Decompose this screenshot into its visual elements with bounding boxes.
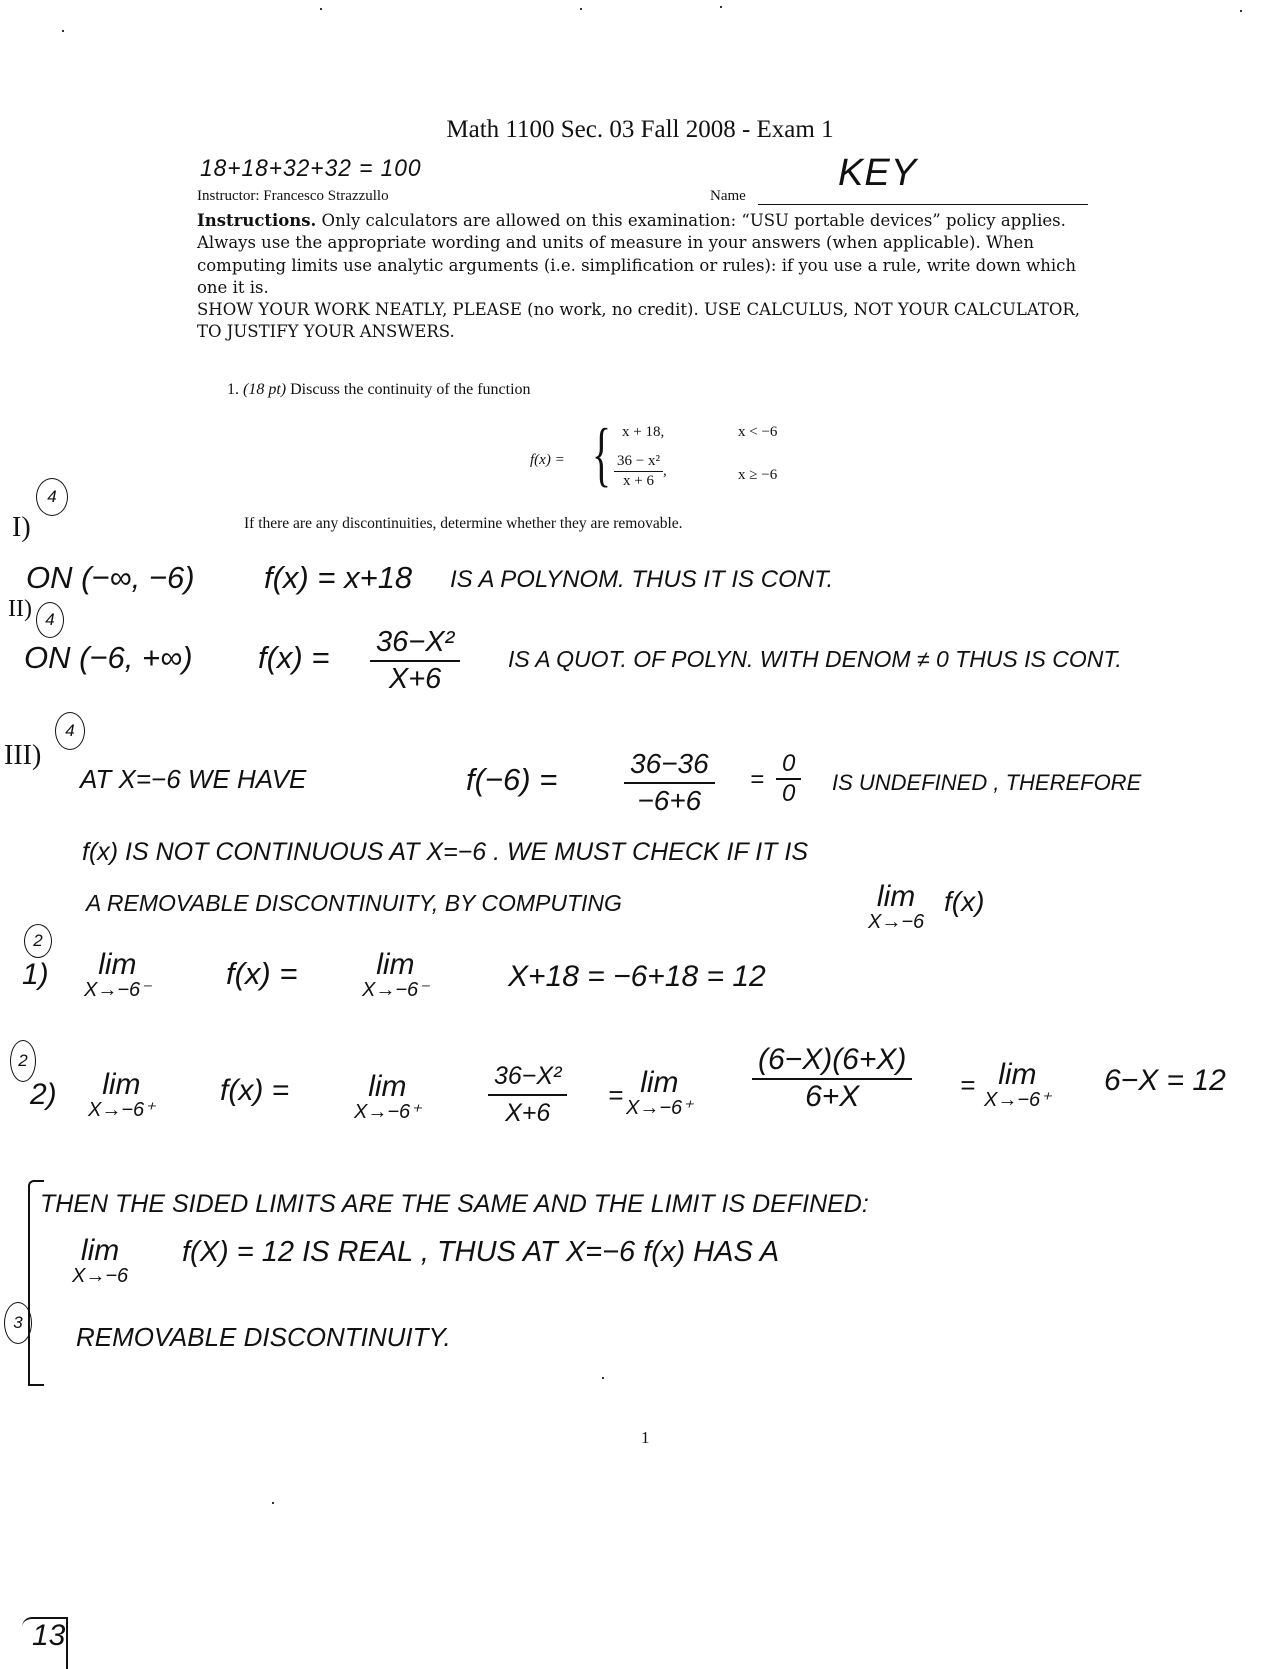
case1-condition: x < −6 bbox=[738, 424, 778, 440]
function-label: f(x) = bbox=[530, 452, 565, 468]
limit-subscript: X→−6⁻ bbox=[84, 979, 151, 1001]
left-limit-fx: f(x) = bbox=[226, 956, 298, 991]
left-limit-lim1 bbox=[84, 950, 151, 1000]
name-underline bbox=[758, 204, 1088, 205]
case2-numerator: 36 − x² bbox=[614, 452, 663, 472]
exam-title: Math 1100 Sec. 03 Fall 2008 - Exam 1 bbox=[446, 116, 834, 143]
limit-symbol: lim bbox=[876, 880, 916, 913]
scan-speck bbox=[580, 8, 582, 10]
right-limit-lim3 bbox=[626, 1068, 693, 1118]
instructions-text: Only calculators are allowed on this examination: “USU portable devices” policy applies. Always use the appropriate wording and units of measure in your answers (when applicable). When computing limits use analytic arguments (i.e. simplification or rules): if you use a rule, write down which one it is. bbox=[197, 211, 1077, 297]
scan-speck bbox=[320, 8, 322, 10]
right-limit-eq2: = bbox=[960, 1070, 976, 1100]
limit-subscript: X→−6⁺ bbox=[354, 1101, 421, 1123]
conclusion-line1: THEN THE SIDED LIMITS ARE THE SAME AND THE LIMIT IS DEFINED: bbox=[40, 1190, 869, 1218]
instructions-lead: Instructions. bbox=[197, 211, 317, 230]
question-followup: If there are any discontinuities, determine whether they are removable. bbox=[244, 515, 683, 532]
roman-numeral-part2: II) bbox=[8, 596, 32, 622]
name-label: Name bbox=[710, 188, 746, 204]
instructions-block bbox=[197, 210, 1092, 344]
handwritten-score-sum: 18+18+32+32 = 100 bbox=[200, 155, 422, 182]
fraction2-denominator: 6+X bbox=[805, 1080, 860, 1113]
part3-zero-over-zero bbox=[776, 750, 801, 808]
part3-f-of-minus6: f(−6) = bbox=[466, 762, 558, 797]
score-circle-conclusion: 3 bbox=[4, 1302, 32, 1344]
limit-symbol: lim bbox=[102, 1068, 141, 1101]
instructions-caps: SHOW YOUR WORK NEATLY, PLEASE (no work, no credit). USE CALCULUS, NOT YOUR CALCULATOR, TO JUSTIFY YOUR ANSWERS. bbox=[197, 300, 1081, 342]
question-1-prompt bbox=[227, 381, 531, 399]
roman-numeral-part3: III) bbox=[4, 740, 42, 771]
left-limit-label: 1) bbox=[22, 958, 49, 991]
part3-line3: A REMOVABLE DISCONTINUITY, BY COMPUTING bbox=[86, 890, 622, 916]
conclusion-line2: f(X) = 12 IS REAL , THUS AT X=−6 f(x) HAS A bbox=[182, 1236, 780, 1268]
part1-interval: ON (−∞, −6) bbox=[26, 560, 195, 595]
part3-line1-b: IS UNDEFINED , THEREFORE bbox=[832, 770, 1142, 795]
page-number: 1 bbox=[641, 1428, 650, 1447]
scan-speck bbox=[272, 1502, 274, 1504]
case2-denominator: x + 6 bbox=[623, 473, 654, 489]
question-points: (18 pt) bbox=[243, 381, 287, 398]
right-limit-result: 6−X = 12 bbox=[1104, 1064, 1226, 1097]
part3-numerator: 36−36 bbox=[624, 746, 715, 784]
limit-subscript: X→−6⁻ bbox=[362, 979, 429, 1001]
score-circle-part3: 4 bbox=[55, 712, 85, 750]
part3-limit bbox=[868, 882, 924, 932]
question-text: Discuss the continuity of the function bbox=[290, 381, 531, 398]
part2-denominator: X+6 bbox=[388, 663, 442, 695]
question-number: 1. bbox=[227, 381, 239, 398]
fraction1-numerator: 36−X² bbox=[488, 1058, 567, 1096]
limit-symbol: lim bbox=[98, 948, 137, 981]
limit-subscript: X→−6⁺ bbox=[88, 1099, 155, 1121]
part3-denominator: −6+6 bbox=[637, 785, 702, 816]
limit-subscript: X→−6⁺ bbox=[626, 1097, 693, 1119]
case2-condition: x ≥ −6 bbox=[738, 467, 778, 483]
fraction2-numerator: (6−X)(6+X) bbox=[752, 1042, 912, 1080]
roman-numeral-part1: I) bbox=[12, 512, 31, 543]
limit-symbol: lim bbox=[80, 1234, 120, 1267]
limit-subscript: X→−6⁺ bbox=[984, 1089, 1051, 1111]
piecewise-brace: { bbox=[592, 414, 612, 494]
total-score-handwritten: 13 bbox=[22, 1617, 68, 1669]
part2-function-label: f(x) = bbox=[258, 640, 330, 675]
right-limit-lim2 bbox=[354, 1072, 421, 1122]
part3-line2: f(x) IS NOT CONTINUOUS AT X=−6 . WE MUST CHECK IF IT IS bbox=[82, 838, 808, 866]
part2-text: IS A QUOT. OF POLYN. WITH DENOM ≠ 0 THUS IS CONT. bbox=[508, 646, 1122, 672]
conclusion-line3: REMOVABLE DISCONTINUITY. bbox=[76, 1322, 451, 1352]
right-limit-fx: f(x) = bbox=[220, 1074, 290, 1107]
conclusion-limit bbox=[72, 1236, 128, 1286]
right-limit-label: 2) bbox=[30, 1078, 57, 1111]
part3-fraction bbox=[624, 746, 715, 818]
fraction1-denominator: X+6 bbox=[505, 1099, 551, 1127]
limit-symbol: lim bbox=[640, 1066, 679, 1099]
instructor-label: Instructor: Francesco Strazzullo bbox=[197, 188, 389, 204]
part3-zero-den: 0 bbox=[782, 780, 796, 807]
limit-subscript: X→−6 bbox=[868, 911, 925, 933]
left-limit-lim2 bbox=[362, 950, 429, 1000]
part2-numerator: 36−X² bbox=[370, 624, 460, 662]
right-limit-lim1 bbox=[88, 1070, 155, 1120]
right-limit-fraction2 bbox=[752, 1042, 912, 1114]
part1-text: IS A POLYNOM. THUS IT IS CONT. bbox=[450, 566, 834, 593]
part3-limit-fx: f(x) bbox=[944, 886, 985, 917]
score-circle-right-limit: 2 bbox=[10, 1040, 36, 1082]
limit-symbol: lim bbox=[998, 1058, 1037, 1091]
scan-speck bbox=[62, 30, 64, 32]
score-circle-part1: 4 bbox=[36, 478, 68, 516]
part1-function: f(x) = x+18 bbox=[264, 560, 413, 595]
scan-speck bbox=[1240, 10, 1242, 12]
left-limit-result: X+18 = −6+18 = 12 bbox=[508, 960, 766, 993]
scan-speck bbox=[602, 1377, 604, 1379]
part2-fraction bbox=[370, 624, 460, 696]
limit-subscript: X→−6 bbox=[72, 1265, 129, 1287]
case2-expression bbox=[614, 452, 667, 491]
scan-speck bbox=[720, 6, 722, 8]
case1-expression: x + 18, bbox=[622, 424, 665, 440]
right-limit-lim4 bbox=[984, 1060, 1051, 1110]
limit-symbol: lim bbox=[368, 1070, 407, 1103]
case2-separator: , bbox=[662, 462, 667, 479]
part2-interval: ON (−6, +∞) bbox=[24, 640, 193, 675]
part3-equals: = bbox=[750, 766, 765, 793]
right-limit-eq1: = bbox=[608, 1080, 624, 1110]
score-circle-part2: 4 bbox=[36, 602, 64, 638]
limit-symbol: lim bbox=[376, 948, 415, 981]
right-limit-fraction1 bbox=[488, 1058, 567, 1130]
name-value-handwritten: KEY bbox=[838, 152, 918, 194]
part3-line1-a: AT X=−6 WE HAVE bbox=[80, 764, 307, 794]
part3-zero-num: 0 bbox=[776, 750, 801, 780]
score-circle-left-limit: 2 bbox=[24, 924, 52, 958]
